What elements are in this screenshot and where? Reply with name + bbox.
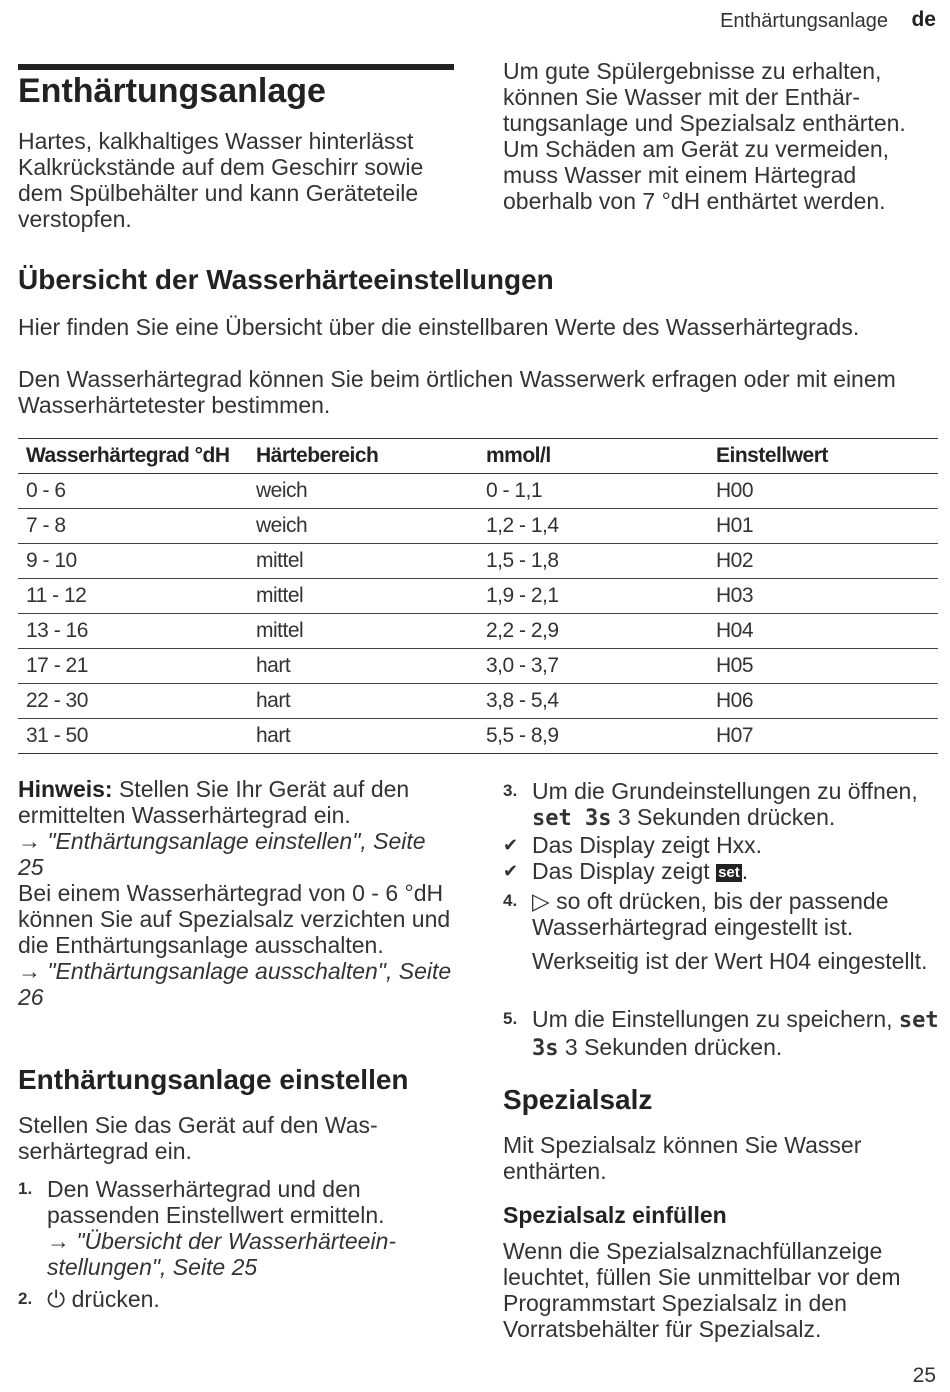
result-2	[503, 858, 939, 884]
table-cell: 3,8 - 5,4	[478, 684, 708, 719]
table-header-row	[18, 439, 938, 474]
step-text: so oft drücken, bis der passende Wasserhärtegrad eingestellt ist.	[532, 888, 889, 940]
table-row	[18, 649, 938, 684]
note-text-1: Stellen Sie Ihr Gerät auf den ermittelten Wasserhärtegrad ein.	[18, 776, 410, 828]
step-number: 1.	[18, 1179, 33, 1198]
title-rule	[18, 64, 454, 70]
table-cell: 13 - 16	[18, 614, 248, 649]
check-icon: ✔	[503, 835, 519, 855]
table-cell: weich	[248, 509, 478, 544]
result-text: Das Display zeigt Hxx.	[532, 832, 763, 858]
table-cell: H01	[708, 509, 938, 544]
table-cell: hart	[248, 719, 478, 754]
step-text: 3 Sekunden drücken.	[558, 1034, 783, 1060]
note-block	[18, 776, 454, 1010]
table-cell: 1,5 - 1,8	[478, 544, 708, 579]
step-text: Den Wasserhärtegrad und den passenden Einstellwert ermitteln.	[47, 1176, 385, 1228]
note-text-2: Bei einem Wasserhärtegrad von 0 - 6 °dH können Sie auf Spezialsalz verzichten und die Enthärtungsanlage ausschalten.	[18, 880, 451, 958]
intro-left-paragraph: Hartes, kalkhaltiges Wasser hinterlässt Kalkrückstände auf dem Geschirr sowie dem Spülbehälter und kann Geräteteile verstopfen.	[18, 128, 424, 232]
table-cell: hart	[248, 649, 478, 684]
set-3s-key: set 3s	[532, 806, 612, 831]
setup-intro: Stellen Sie das Gerät auf den Wasserhärtegrad ein.	[18, 1112, 378, 1164]
step-4-note	[503, 948, 939, 974]
table-cell: 7 - 8	[18, 509, 248, 544]
table-cell: 31 - 50	[18, 719, 248, 754]
table-cell: H03	[708, 579, 938, 614]
table-cell: 9 - 10	[18, 544, 248, 579]
set-3s-key: set 3s	[532, 1008, 939, 1061]
step-note-text: Werkseitig ist der Wert H04 eingestellt.	[532, 948, 928, 974]
note-link-2[interactable]: → "Enthärtungsanlage ausschalten", Seite 26	[18, 958, 452, 1010]
table-row	[18, 684, 938, 719]
salt-paragraph: Wenn die Spezialsalznachfüllanzeige leuchtet, füllen Sie unmittelbar vor dem Programmstart Spezialsalz in den Vorratsbehälter für Spezialsalz.	[503, 1238, 901, 1342]
set-display-icon: set	[718, 864, 740, 881]
page-number: 25	[912, 1364, 936, 1387]
overview-heading: Übersicht der Wasserhärteeinstellungen	[18, 264, 554, 295]
table-cell: mittel	[248, 544, 478, 579]
running-header-lang: de	[911, 8, 936, 31]
step-text: Um die Grundeinstellungen zu öffnen,	[532, 778, 918, 804]
table-cell: weich	[248, 474, 478, 509]
step-5	[503, 1006, 939, 1062]
table-cell: H06	[708, 684, 938, 719]
page-title: Enthärtungsanlage	[18, 72, 326, 110]
step-text: drücken.	[65, 1286, 160, 1312]
overview-paragraph-2: Den Wasserhärtegrad können Sie beim örtlichen Wasserwerk erfragen oder mit einem Wasserhärtetester bestimmen.	[18, 366, 896, 418]
table-cell: H00	[708, 474, 938, 509]
table-cell: mittel	[248, 614, 478, 649]
salt-heading: Spezialsalz	[503, 1084, 653, 1115]
running-header-section: Enthärtungsanlage	[720, 10, 888, 32]
note-link-1[interactable]: → "Enthärtungsanlage einstellen", Seite 25	[18, 828, 426, 880]
column-header: mmol/l	[478, 439, 708, 474]
table-cell: hart	[248, 684, 478, 719]
step-2	[18, 1286, 448, 1312]
overview-paragraph-1: Hier finden Sie eine Übersicht über die einstellbaren Werte des Wasserhärtegrads.	[18, 314, 860, 340]
table-row	[18, 719, 938, 754]
step-link[interactable]: → "Übersicht der Wasserhärteeinstellungen", Seite 25	[47, 1228, 397, 1280]
salt-intro: Mit Spezialsalz können Sie Wasser enthärten.	[503, 1132, 862, 1184]
table-row	[18, 509, 938, 544]
step-text: Um die Einstellungen zu speichern,	[532, 1006, 899, 1032]
intro-right-paragraph: Um gute Spülergebnisse zu erhalten, können Sie Wasser mit der Enthärtungsanlage und Spezialsalz enthärten. Um Schäden am Gerät zu vermeiden, muss Wasser mit einem Härtegrad oberhalb von 7 °dH enthärtet werden.	[503, 58, 906, 214]
water-hardness-table	[18, 438, 938, 754]
table-row	[18, 474, 938, 509]
table-cell: 0 - 6	[18, 474, 248, 509]
step-number: 3.	[503, 781, 518, 800]
table-cell: H05	[708, 649, 938, 684]
step-number: 5.	[503, 1009, 518, 1028]
table-cell: 22 - 30	[18, 684, 248, 719]
salt-subheading: Spezialsalz einfüllen	[503, 1202, 727, 1228]
step-1	[18, 1176, 448, 1280]
table-cell: H02	[708, 544, 938, 579]
table-cell: mittel	[248, 579, 478, 614]
table-row	[18, 544, 938, 579]
table-row	[18, 614, 938, 649]
table-cell: 5,5 - 8,9	[478, 719, 708, 754]
step-text: 3 Sekunden drücken.	[611, 804, 836, 830]
step-number: 4.	[503, 891, 518, 910]
setup-heading: Enthärtungsanlage einstellen	[18, 1064, 409, 1095]
table-cell: 17 - 21	[18, 649, 248, 684]
table-cell: 2,2 - 2,9	[478, 614, 708, 649]
step-4	[503, 888, 939, 940]
table-cell: 1,2 - 1,4	[478, 509, 708, 544]
note-label: Hinweis:	[18, 776, 113, 802]
table-cell: H04	[708, 614, 938, 649]
next-arrow-icon: ▷	[532, 888, 550, 914]
table-row	[18, 579, 938, 614]
result-text: .	[741, 858, 749, 884]
column-header: Wasserhärtegrad °dH	[18, 439, 248, 474]
table-cell: H07	[708, 719, 938, 754]
table-cell: 0 - 1,1	[478, 474, 708, 509]
note-paragraph	[18, 776, 454, 828]
table-cell: 3,0 - 3,7	[478, 649, 708, 684]
step-3	[503, 778, 939, 832]
table-cell: 1,9 - 2,1	[478, 579, 708, 614]
column-header: Einstellwert	[708, 439, 938, 474]
power-icon: ⏻	[47, 1286, 66, 1312]
column-header: Härtebereich	[248, 439, 478, 474]
result-1	[503, 832, 939, 858]
table-cell: 11 - 12	[18, 579, 248, 614]
check-icon: ✔	[503, 861, 519, 881]
step-number: 2.	[18, 1289, 33, 1308]
result-text: Das Display zeigt	[532, 858, 717, 884]
